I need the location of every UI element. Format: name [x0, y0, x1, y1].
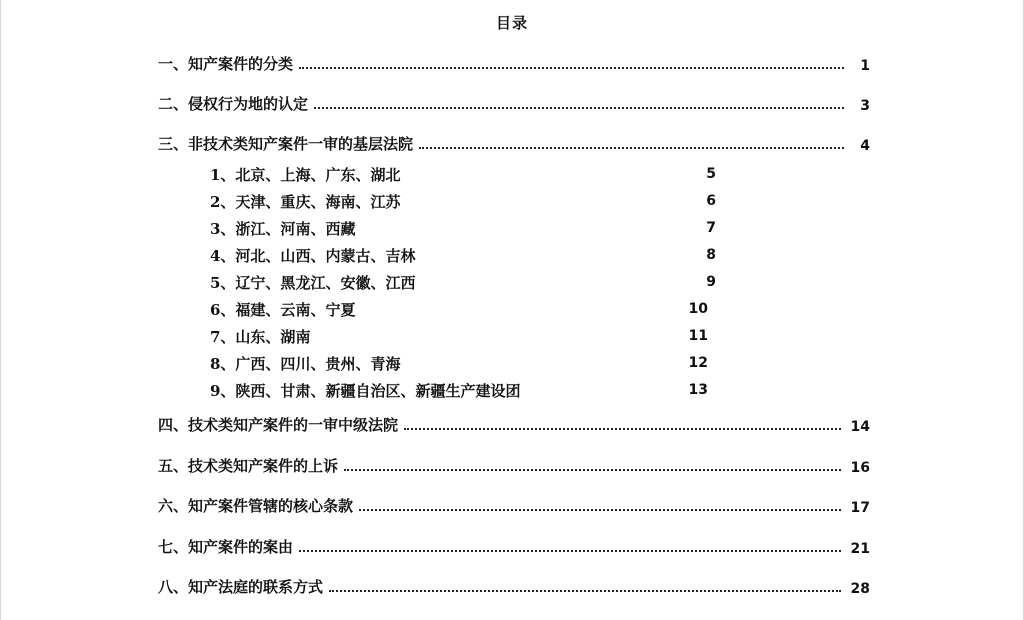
toc-entry[interactable] [158, 533, 870, 557]
toc-subentry-label: 5、辽宁、黑龙江、安徽、江西 [210, 274, 416, 292]
toc-entry[interactable] [158, 90, 870, 114]
toc-entry-label: 四、技术类知产案件的一审中级法院 [158, 416, 399, 434]
toc-entry-label: 三、非技术类知产案件一审的基层法院 [158, 135, 414, 153]
toc-leader [404, 428, 841, 430]
toc-subentry-page: 6 [706, 193, 716, 209]
toc-entry-page: 4 [860, 138, 870, 154]
toc-subentry-page: 11 [688, 328, 708, 344]
toc-subentry-page: 9 [706, 274, 716, 290]
toc-entry-label: 七、知产案件的案由 [158, 538, 294, 556]
toc-subentry-label: 7、山东、湖南 [210, 328, 311, 346]
toc-subentry-label: 4、河北、山西、内蒙古、吉林 [210, 247, 416, 265]
toc-entry-page: 28 [850, 581, 870, 597]
toc-entry-page: 14 [850, 419, 870, 435]
toc-entry-label: 一、知产案件的分类 [158, 55, 294, 73]
toc-subentry-label: 3、浙江、河南、西藏 [210, 220, 356, 238]
toc-entry[interactable] [158, 573, 870, 597]
toc-entry[interactable] [158, 452, 870, 476]
toc-leader [359, 509, 841, 511]
toc-entry-page: 3 [860, 98, 870, 114]
toc-entry[interactable] [158, 411, 870, 435]
toc-entry-page: 16 [850, 460, 870, 476]
toc-subentry-page: 13 [688, 382, 708, 398]
toc-leader [329, 590, 841, 592]
toc-leader [299, 550, 841, 552]
toc-entry-page: 17 [850, 500, 870, 516]
toc-leader [314, 107, 844, 109]
toc-leader [344, 469, 841, 471]
toc-subentry-page: 5 [706, 166, 716, 182]
toc-entry[interactable] [158, 492, 870, 516]
toc-entry-label: 二、侵权行为地的认定 [158, 95, 309, 113]
toc-entry-page: 1 [860, 58, 870, 74]
toc-leader [299, 67, 844, 69]
toc-entry[interactable] [158, 130, 870, 154]
toc-subentry-label: 6、福建、云南、宁夏 [210, 301, 356, 319]
toc-subentry-page: 7 [706, 220, 716, 236]
toc-entry-label: 八、知产法庭的联系方式 [158, 578, 324, 596]
toc-subentry-page: 10 [688, 301, 708, 317]
toc-entry-page: 21 [850, 541, 870, 557]
toc-subentry-label: 9、陕西、甘肃、新疆自治区、新疆生产建设团 [210, 382, 521, 400]
toc-entry-label: 六、知产案件管辖的核心条款 [158, 497, 354, 515]
toc-subentry-page: 8 [706, 247, 716, 263]
toc-subentry-label: 8、广西、四川、贵州、青海 [210, 355, 401, 373]
toc-entry[interactable] [158, 50, 870, 74]
toc-subentry-label: 1、北京、上海、广东、湖北 [210, 166, 401, 184]
toc-title: 目录 [495, 14, 528, 32]
toc-leader [419, 147, 844, 149]
page-edge-left [0, 0, 1, 620]
toc-subentry-label: 2、天津、重庆、海南、江苏 [210, 193, 401, 211]
toc-subentry-page: 12 [688, 355, 708, 371]
toc-entry-label: 五、技术类知产案件的上诉 [158, 457, 339, 475]
